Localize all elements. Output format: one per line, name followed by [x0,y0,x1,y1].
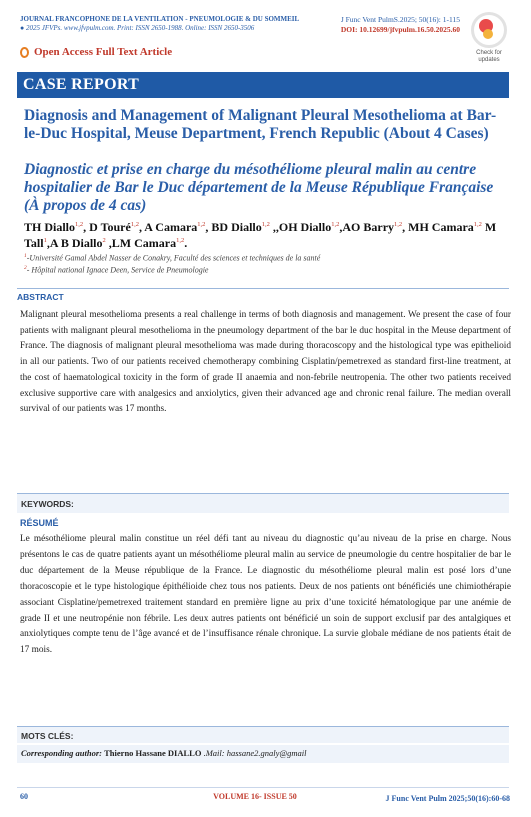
author-affiliation: 1 [43,237,47,244]
badge-line-1: Check for [476,50,502,56]
journal-issn: ● 2025 JFVPs. www.jfvpulm.com. Print: ISSN 2650-1988. Online: ISSN 2650-3506 [20,23,255,32]
author-separator: . [184,236,188,250]
author: TH Diallo [24,220,76,234]
author-separator: , [402,220,409,234]
author: MH Camara [408,220,474,234]
affiliation-1 [24,251,509,264]
author: D Touré [89,220,131,234]
article-type-banner: CASE REPORT [17,72,509,98]
author-separator: , [138,220,145,234]
affiliation-2 [24,263,509,276]
badge-line-2: updates [478,57,500,63]
keywords-bar [17,493,509,513]
open-access-label[interactable] [20,46,172,58]
check-updates-icon [471,12,507,48]
corresponding-name: Thierno Hassane DIALLO [104,748,202,758]
title-french: Diagnostic et prise en charge du mésothéliome pleural malin au centre hospitalier de Bar le Duc département de la Meuse République Française (À propos de 4 cas) [24,161,494,214]
affiliation-number: 2 [24,265,27,271]
journal-citation: J Func Vent PulmS.2025; 50(16): 1-115 [340,15,460,24]
volume-issue: VOLUME 16- ISSUE 50 [213,792,297,801]
author-affiliation: 1,2 [261,221,270,228]
author-affiliation: 1,2 [331,221,340,228]
corresponding-mail[interactable]: .Mail: hassane2.gnaly@gmail [203,748,307,758]
author: BD Diallo [211,220,262,234]
resume-heading: RÉSUMÉ [20,518,59,528]
author-affiliation: 2 [102,237,106,244]
footer-citation: J Func Vent Pulm 2025;50(16):60-68 [385,794,510,803]
author-separator: , [339,220,343,234]
keywords-label: KEYWORDS: [21,499,74,509]
check-for-updates-badge[interactable] [470,12,508,62]
author-affiliation: 1,2 [473,221,482,228]
author-separator: , [83,220,90,234]
journal-name [20,15,320,32]
author-affiliation: 1,2 [130,221,139,228]
author: AO Barry [342,220,395,234]
author: A B Diallo [49,236,103,250]
author-list [24,218,514,250]
open-access-icon [20,47,29,58]
author-affiliation: 1,2 [75,221,84,228]
author-separator: , [46,236,50,250]
affiliation-text: - Hôpital national Ignace Deen, Service de Pneumologie [26,265,209,275]
author: LM Camara [111,236,177,250]
title-english: Diagnosis and Management of Malignant Pleural Mesothelioma at Bar-le-Duc Hospital, Meuse Department, French Republic (About 4 Cases) [24,107,497,142]
journal-reference [300,15,460,34]
corresponding-label: Corresponding author: [21,748,103,758]
doi-link[interactable]: DOI: 10.12699/jfvpulm.16.50.2025.60 [340,24,460,34]
mots-cles-label: MOTS CLÉS: [21,731,74,741]
author-affiliation: 1,2 [394,221,403,228]
author-separator: ,, [269,220,279,234]
resume-body: Le mésothéliome pleural malin constitue un réel défi tant au niveau du diagnostic qu’au niveau de la prise en charge. Nous présentons le cas de quatre patients ayant un mésothéliome pleural malin au service de pneumologie du centre hospitalier de bar le duc département de la Meuse république de la France. Le diagnostic du mésothéliome pleural malin est posé lors d’une thoracoscopie et le type histologique épithélioide chez tous nos patients. Deux de nos patients ont bénéficiés une chimiothérapie associant Cisplatine/pemetrexed traitement standard en première ligne au prix d’une toxicité hématologique par une anémie de grade II et une neutropénie non fébrile. Les deux autres patients ont bénéficié un soin de support exclusif par des antalgiques et anxiolytiques compte tenu de l’âge avancé et de l’insuffisance rénale chronique. La survie globale médiane de nos patients était de 17 mois. [20,534,511,656]
author-affiliation: 1,2 [176,237,185,244]
affiliation-number: 1 [24,253,27,259]
journal-title: JOURNAL FRANCOPHONE DE LA VENTILATION - PNEUMOLOGIE & DU SOMMEIL [20,15,300,23]
corresponding-author [17,745,509,763]
badge-label [470,50,508,64]
affiliation-text: -Université Gamal Abdel Nasser de Conakry, Faculté des sciences et techniques de la santé [26,253,321,263]
footer-divider [17,787,509,788]
author: A Camara [144,220,198,234]
page-number: 60 [20,792,28,801]
mots-cles-bar [17,726,509,743]
author: M Tall [24,220,497,250]
abstract-body: Malignant pleural mesothelioma presents a real challenge in terms of both diagnosis and management. We present the case of four patients with malignant pleural mesothelioma in the pneumology department of the bar le duc hospital in the Meuse department of France. The diagnosis of malignant pleural mesothelioma was made during thoracoscopy and the histological type was epithelioid in all our patients. Two of our patients received chemotherapy combining Cisplatin/pemetrexed as standard first-line treatment, at the cost of haematological toxicity in the form of grade II anaemia and non-febrile neutropenia. The other two patients received exclusive supportive care with analgesics and anxiolytics, given their advanced age and chronic renal failure. The median overall survival of our patients was 17 months. [20,310,511,415]
open-access-text: Open Access Full Text Article [34,46,173,58]
author-separator: , [205,220,212,234]
author-affiliation: 1,2 [197,221,206,228]
abstract-heading: ABSTRACT [17,288,509,302]
author: OH Diallo [278,220,332,234]
author-separator: , [105,236,112,250]
